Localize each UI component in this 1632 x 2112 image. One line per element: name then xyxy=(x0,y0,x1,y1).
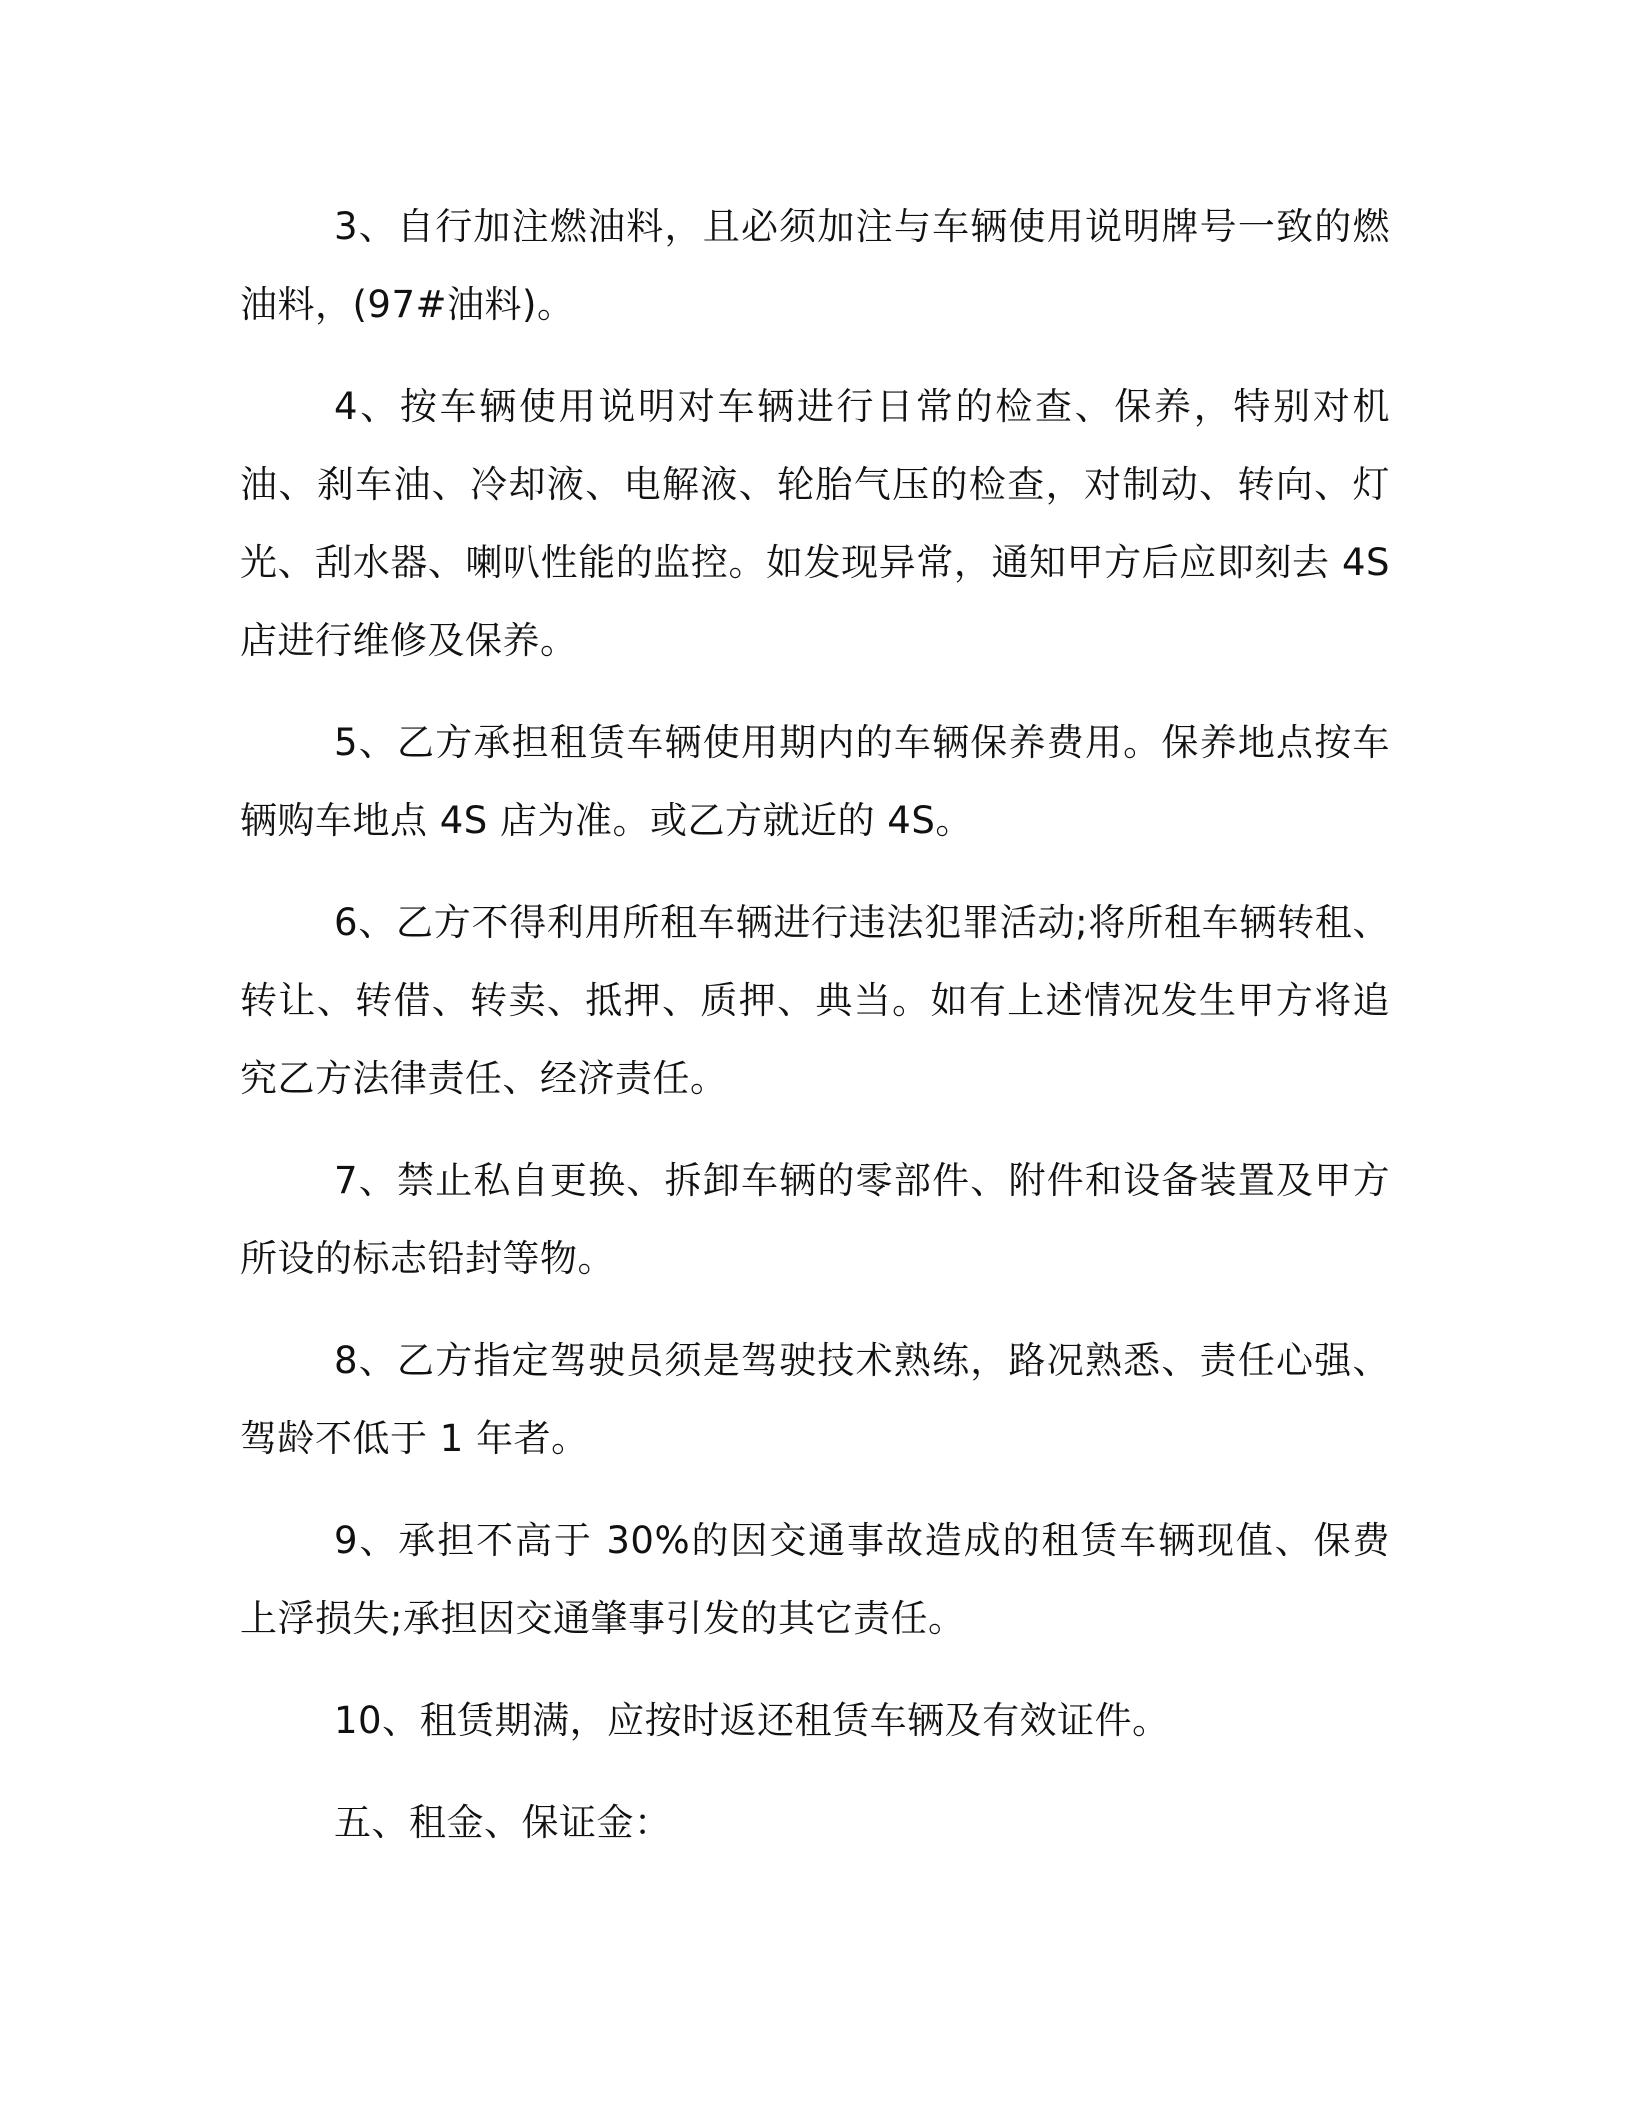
clause-8: 8、乙方指定驾驶员须是驾驶技术熟练，路况熟悉、责任心强、驾龄不低于 1 年者。 xyxy=(240,1339,1390,1460)
clause-9: 9、承担不高于 30%的因交通事故造成的租赁车辆现值、保费上浮损失;承担因交通肇事引发的其它责任。 xyxy=(240,1519,1390,1640)
clause-3: 3、自行加注燃油料，且必须加注与车辆使用说明牌号一致的燃油料，(97#油料)。 xyxy=(240,205,1390,326)
clause-6: 6、乙方不得利用所租车辆进行违法犯罪活动;将所租车辆转租、转让、转借、转卖、抵押、质押、典当。如有上述情况发生甲方将追究乙方法律责任、经济责任。 xyxy=(240,901,1390,1100)
section-heading-5: 五、租金、保证金： xyxy=(334,1801,672,1844)
clause-7: 7、禁止私自更换、拆卸车辆的零部件、附件和设备装置及甲方所设的标志铅封等物。 xyxy=(240,1159,1390,1280)
clause-4: 4、按车辆使用说明对车辆进行日常的检查、保养，特别对机油、刹车油、冷却液、电解液、轮胎气压的检查，对制动、转向、灯光、刮水器、喇叭性能的监控。如发现异常，通知甲方后应即刻去 4S 店进行维修及保养。 xyxy=(240,385,1390,662)
clause-5: 5、乙方承担租赁车辆使用期内的车辆保养费用。保养地点按车辆购车地点 4S 店为准。或乙方就近的 4S。 xyxy=(240,721,1390,842)
document-body xyxy=(240,188,1390,1862)
clause-10: 10、租赁期满，应按时返还租赁车辆及有效证件。 xyxy=(334,1699,1170,1742)
